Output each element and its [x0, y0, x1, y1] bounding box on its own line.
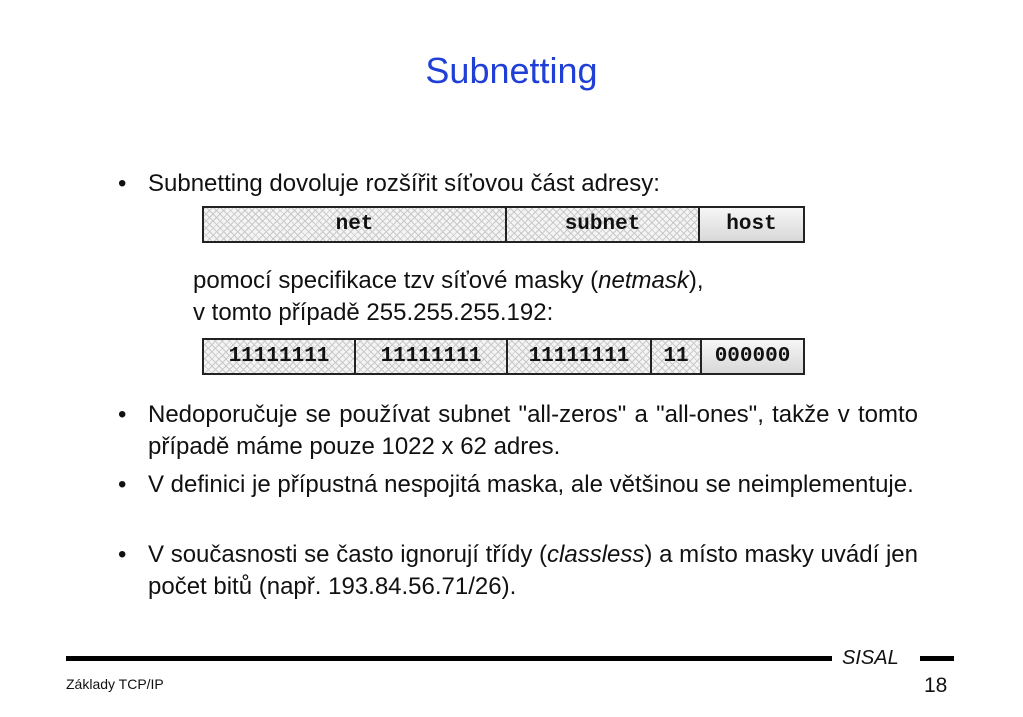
bullet-marker: • — [118, 471, 127, 498]
classless-term: classless — [547, 541, 645, 568]
bullet-noncontiguous-mask — [118, 469, 918, 533]
netmask-text-post: ), — [688, 267, 704, 294]
bullet-text — [148, 539, 918, 603]
footer-divider-right — [920, 656, 954, 661]
netmask-term: netmask — [598, 267, 689, 294]
host-field — [700, 208, 803, 241]
mask-octet-3-label: 11111111 — [528, 345, 630, 368]
mask-octet-1-label: 11111111 — [228, 345, 330, 368]
footer-course: Základy TCP/IP — [66, 676, 164, 692]
classless-text-pre: V současnosti se často ignorují třídy ( — [148, 541, 548, 568]
footer-divider-left — [66, 656, 832, 661]
subnet-field-label: subnet — [564, 213, 641, 236]
page-number: 18 — [924, 674, 948, 697]
mask-octet-2 — [356, 340, 508, 373]
bullet-classless — [118, 539, 918, 603]
netmask-text-pre: pomocí specifikace tzv síťové masky ( — [193, 267, 599, 294]
mask-subnet-bits — [652, 340, 702, 373]
mask-host-bits-label: 000000 — [714, 345, 791, 368]
netmask-line-1 — [193, 265, 913, 297]
classless-text-post: ) a místo masky uvádí jen počet bitů (např. 193.84.56.71/26). — [148, 541, 918, 600]
mask-host-bits — [702, 340, 803, 373]
bullet-marker: • — [118, 541, 127, 568]
footer-brand: SISAL — [842, 647, 899, 669]
bullet-marker: • — [118, 401, 127, 428]
subnet-field — [507, 208, 700, 241]
bullet-all-zeros — [118, 399, 918, 463]
mask-octet-3 — [508, 340, 652, 373]
bullet-text: Subnetting dovoluje rozšířit síťovou část adresy: — [148, 170, 660, 197]
address-structure-diagram — [202, 206, 805, 243]
netmask-bits-diagram — [202, 338, 805, 375]
net-field — [204, 208, 507, 241]
slide-title: Subnetting — [425, 50, 598, 91]
mask-octet-2-label: 11111111 — [380, 345, 482, 368]
netmask-line-2: v tomto případě 255.255.255.192: — [193, 299, 554, 326]
bullet-text: Nedoporučuje se používat subnet "all-zeros" a "all-ones", takže v tomto případě máme pouze 1022 x 62 adres. — [148, 401, 918, 460]
bullet-marker: • — [118, 170, 127, 197]
net-field-label: net — [335, 213, 374, 236]
mask-subnet-bits-label: 11 — [663, 345, 689, 368]
mask-octet-1 — [204, 340, 356, 373]
host-field-label: host — [726, 213, 777, 236]
bullet-text: V definici je přípustná nespojitá maska, ale většinou se neimplementuje. — [148, 471, 914, 498]
